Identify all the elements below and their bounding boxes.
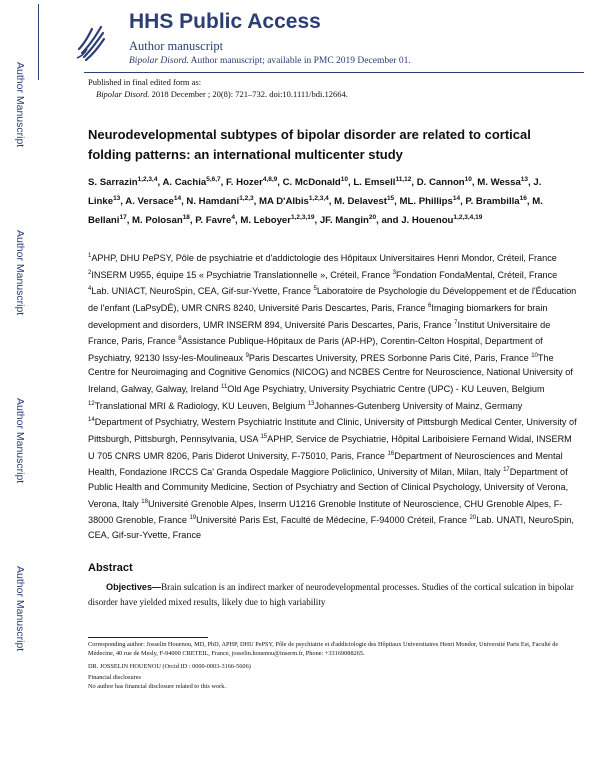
author-name: M. Polosan [132,215,183,227]
citation-line [96,89,348,99]
objectives-label: Objectives— [106,582,162,592]
author-name: P. Brambilla [465,196,520,208]
header-vertical-rule [38,4,39,80]
affiliation-text: Université Paris Est, Faculté de Médecine, F-94000 Créteil, France [196,515,470,526]
affiliation-text: Department of Public Health and Community Medicine, Section of Psychiatry and Section of Clinical Psychology, University of Verona, Verona, Italy [88,467,569,509]
author-affiliation-marker: 5,6,7 [206,176,221,183]
header-divider [84,72,584,73]
author-affiliation-marker: 1,2,3,4 [137,176,158,183]
affiliation-text: Lab. UNATI, NeuroSpin, CEA, Gif-sur-Yvette, France [88,515,574,540]
citation-details: 2018 December ; 20(8): 721–732. doi:10.1111/bdi.12664. [149,89,348,99]
author-affiliation-marker: 14 [173,195,182,203]
corresponding-author-footnote: Corresponding author: Josselin Houenou, MD, PhD, APHP, DHU PePSY, Pôle de psychiatrie et d'addictologie des Hôpitaux Universitaires Henri Mondor, Université Paris Est, Faculté de Médecine, 40 rue de Mesly, F-94000 CRETEIL, France, josselin.houenou@inserm.fr, Phone: +33169088265. [88,641,559,657]
abstract-heading: Abstract [88,562,133,574]
author-name: A. Cachia [162,177,207,189]
hhs-public-access-title: HHS Public Access [129,10,321,33]
author-name: M. Bellani [88,196,543,227]
author-name: ML. Phillips [399,196,453,208]
hhs-eagle-logo-icon [76,22,106,62]
affiliation-number: 12 [88,400,95,407]
author-affiliation-marker: 14 [452,195,461,203]
affiliation-text: Institut Universitaire de France, Paris, France [88,319,551,347]
affiliation-number: 2 [88,269,92,276]
sidebar-label-author-manuscript: Author Manuscript [14,62,26,148]
abstract-objectives-paragraph [88,580,574,609]
sidebar-label-author-manuscript: Author Manuscript [14,566,26,652]
author-affiliation-marker: 20 [368,214,377,222]
author-affiliation-marker: 10 [340,176,348,183]
author-manuscript-subtitle: Author manuscript [129,39,224,53]
affiliation-list [88,249,578,542]
published-form-note: Published in final edited form as: [88,77,202,87]
header-journal-name: Bipolar Disord. [129,56,189,66]
orcid-footnote: DR. JOSSELIN HOUENOU (Orcid ID : 0000-0003-3166-5606) [88,663,251,670]
author-name: M. Wessa [477,177,521,189]
financial-disclosure-text: No author has financial disclosure related to this work. [88,683,226,690]
author-name: M. Leboyer [240,215,291,227]
author-affiliation-marker: 13 [113,195,121,203]
affiliation-text: Laboratoire de Psychologie du Développement et de l'Éducation de l'enfant (LaPsyDÉ), UMR CNRS 8240, Université Paris Descartes, Paris, France [88,286,577,313]
affiliation-text: APHP, DHU PePSY, Pôle de psychiatrie et d'addictologie des Hôpitaux Universitaires Henri Mondor, Créteil, France [91,253,557,264]
affiliation-number: 14 [88,417,95,424]
author-affiliation-marker: 17 [119,214,127,222]
affiliation-text: Fondation FondaMental, Créteil, France [395,269,558,280]
author-affiliation-marker: 16 [519,195,527,203]
author-affiliation-marker: 13 [520,176,529,183]
citation-journal-name: Bipolar Disord. [96,89,150,99]
affiliation-text: Lab. UNIACT, NeuroSpin, CEA, Gif-sur-Yvette, France [91,286,314,297]
author-affiliation-marker: 1,2,3,19 [290,214,315,222]
affiliation-number: 7 [454,319,458,326]
author-affiliation-marker: 1,2,3,4 [308,195,329,203]
author-affiliation-marker: 11,12 [395,176,412,183]
author-name: MA D'Albis [259,196,309,208]
sidebar-label-author-manuscript: Author Manuscript [14,398,26,484]
affiliation-number: 8 [178,336,182,343]
footnote-divider [88,637,208,638]
article-title: Neurodevelopmental subtypes of bipolar disorder are related to cortical folding patterns: an international multicenter study [88,127,531,162]
affiliation-number: 5 [313,286,317,293]
financial-disclosure-heading: Financial disclosures [88,674,141,681]
affiliation-number: 10 [531,352,538,359]
affiliation-number: 6 [428,302,432,309]
affiliation-number: 18 [141,498,148,505]
author-name: A. Versace [125,196,174,208]
affiliation-text: INSERM U955, équipe 15 « Psychiatrie Translationnelle », Créteil, France [91,269,393,280]
author-name: M. Delavest [334,196,387,208]
author-name: J. Houenou [401,215,454,227]
author-name: D. Cannon [416,177,465,189]
author-name: J. Linke [88,177,542,208]
author-conjunction: and [381,215,402,227]
affiliation-number: 3 [392,269,396,276]
author-affiliation-marker: 4 [231,214,235,222]
affiliation-text: Paris Descartes University, PRES Sorbonne Paris Cité, Paris, France [248,352,532,363]
author-affiliation-marker: 1,2,3 [239,195,254,203]
affiliation-number: 16 [387,450,395,457]
author-affiliation-marker: 18 [182,214,190,222]
objectives-text: Brain sulcation is an indirect marker of neurodevelopmental processes. Studies of the cortical sulcation in bipolar disorder have yielded mixed results, likely due to high variability [88,582,574,607]
affiliation-number: 11 [221,384,228,391]
author-name: S. Sarrazin [88,177,138,189]
author-affiliation-marker: 1,2,3,4,19 [453,214,483,222]
author-name: C. McDonald [282,177,341,189]
affiliation-text: Translational MRI & Radiology, KU Leuven, Belgium [94,400,308,411]
author-name: F. Hozer [226,177,263,189]
affiliation-number: 19 [189,515,197,522]
header-availability-text: Author manuscript; available in PMC 2019 December 01. [188,56,411,66]
affiliation-text: The Centre for Neuroimaging and Cognitive Genomics (NICOG) and NCBES Centre for Neuroscience, National University of Ireland, Galway, Galway, Ireland [88,352,573,395]
affiliation-text: Old Age Psychiatry, University Psychiatric Centre (UPC) - KU Leuven, Belgium [227,384,545,395]
author-affiliation-marker: 15 [386,195,395,203]
author-name: N. Hamdani [186,196,240,208]
affiliation-text: Department of Neurosciences and Mental Health, Fondazione IRCCS Ca' Granda Ospedale Maggiore Policlinico, University of Milan, Milan, Italy [88,450,563,478]
author-list: S. Sarrazin$^{1,2,3,4}$, A. Cachia$^{5,6,7}$, F. Hozer$^{4,8,9}$, C. McDonald$^{10}$, L. Emsell$^{11,12}$, D. Cannon$^{10}$, M. Wessa$^{13}$, J. Linke$^{13}$, A. Versace$^{14}$, N. Hamdani$^{1,2,3}$, MA D'Albis$^{1,2,3,4}$, M. Delavest$^{15}$, ML. Phillips$^{14}$, P. Brambilla$^{16}$, M. Bellani$^{17}$, M. Polosan$^{18}$, P. Favre$^4$, M. Leboyer$^{1,2,3,19}$, JF. Mangin$^{20}$, and J. Houenou$^{1,2,3,4,19}$ [88,176,543,227]
header-availability-line [129,56,411,66]
affiliation-number: 13 [307,400,315,407]
affiliation-number: 1 [88,253,92,259]
affiliation-text: Université Grenoble Alpes, Inserm U1216 Grenoble Institute of Neuroscience, CHU Grenoble Alpes, F-38000 Grenoble, France [88,498,563,526]
affiliation-text: Assistance Publique-Hôpitaux de Paris (AP-HP), Corentin-Celton Hospital, Department of Psychiatry, 92130 Issy-les-Moulineaux [88,336,543,363]
affiliation-text: Johannes-Gutenberg University of Mainz, Germany [314,400,523,411]
affiliation-text: Imaging biomarkers for brain development and disorders, UMR INSERM 894, Université Paris Descartes, Paris, France [88,302,548,330]
author-name: P. Favre [195,215,232,227]
author-name: L. Emsell [353,177,396,189]
author-affiliation-marker: 4,8,9 [262,176,278,183]
affiliation-text: APHP, Service de Psychiatrie, Hôpital Lariboisiere Fernand Widal, INSERM U 705 CNRS UMR 8206, Paris Diderot University, F-75010, Paris, France [88,434,572,461]
affiliation-number: 20 [469,515,477,522]
affiliation-number: 15 [260,434,268,440]
affiliation-number: 17 [503,467,510,474]
affiliation-number: 9 [245,352,249,359]
author-name: JF. Mangin [319,215,369,227]
author-affiliation-marker: 10 [464,176,472,183]
affiliation-text: Department of Psychiatry, Western Psychiatric Institute and Clinic, University of Pittsburgh Medical Center, University of Pittsburgh, Pittsburgh, Pennsylvania, USA [88,417,577,445]
affiliation-number: 4 [88,286,92,293]
sidebar-label-author-manuscript: Author Manuscript [14,230,26,316]
